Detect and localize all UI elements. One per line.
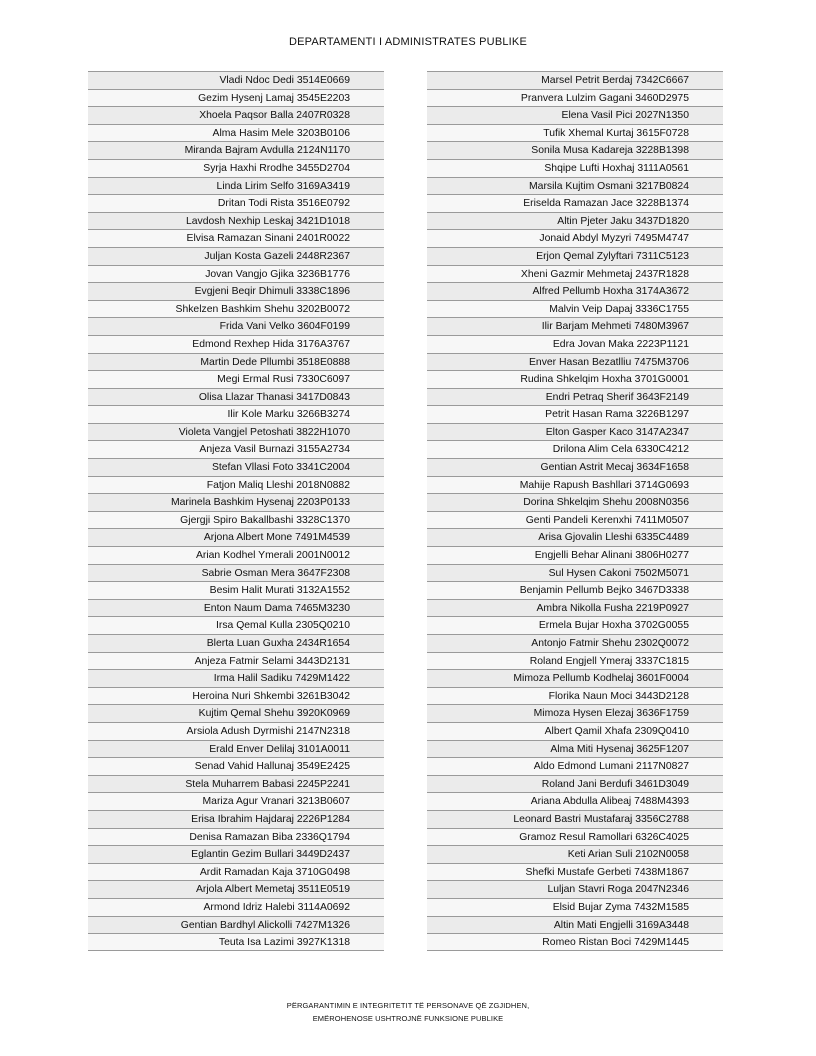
list-item: Drilona Alim Cela 6330C4212: [427, 440, 723, 458]
list-item: Enton Naum Dama 7465M3230: [88, 599, 384, 617]
list-item: Alma Miti Hysenaj 3625F1207: [427, 740, 723, 758]
list-item: Teuta Isa Lazimi 3927K1318: [88, 933, 384, 951]
list-item: Florika Naun Moci 3443D2128: [427, 687, 723, 705]
list-item: Edra Jovan Maka 2223P1121: [427, 335, 723, 353]
list-item: Enver Hasan Bezatlliu 7475M3706: [427, 353, 723, 371]
list-item: Elsid Bujar Zyma 7432M1585: [427, 898, 723, 916]
list-item: Frida Vani Velko 3604F0199: [88, 317, 384, 335]
list-item: Stela Muharrem Babasi 2245P2241: [88, 775, 384, 793]
list-item: Sonila Musa Kadareja 3228B1398: [427, 141, 723, 159]
list-item: Luljan Stavri Roga 2047N2346: [427, 880, 723, 898]
list-item: Olisa Llazar Thanasi 3417D0843: [88, 388, 384, 406]
list-item: Besim Halit Murati 3132A1552: [88, 581, 384, 599]
list-item: Antonjo Fatmir Shehu 2302Q0072: [427, 634, 723, 652]
list-item: Eglantin Gezim Bullari 3449D2437: [88, 845, 384, 863]
list-item: Ermela Bujar Hoxha 3702G0055: [427, 616, 723, 634]
list-item: Ambra Nikolla Fusha 2219P0927: [427, 599, 723, 617]
list-item: Vladi Ndoc Dedi 3514E0669: [88, 71, 384, 89]
list-item: Marsila Kujtim Osmani 3217B0824: [427, 177, 723, 195]
list-item: Roland Engjell Ymeraj 3337C1815: [427, 652, 723, 670]
list-item: Mimoza Pellumb Kodhelaj 3601F0004: [427, 669, 723, 687]
list-item: Irsa Qemal Kulla 2305Q0210: [88, 616, 384, 634]
list-item: Rudina Shkelqim Hoxha 3701G0001: [427, 370, 723, 388]
list-item: Erisa Ibrahim Hajdaraj 2226P1284: [88, 810, 384, 828]
list-item: Elvisa Ramazan Sinani 2401R0022: [88, 229, 384, 247]
footer-line-1: PËRGARANTIMIN E INTEGRITETIT TË PERSONAVE QË ZGJIDHEN,: [286, 1001, 530, 1010]
list-item: Roland Jani Berdufi 3461D3049: [427, 775, 723, 793]
list-item: Ilir Barjam Mehmeti 7480M3967: [427, 317, 723, 335]
list-item: Anjeza Fatmir Selami 3443D2131: [88, 652, 384, 670]
list-item: Albert Qamil Xhafa 2309Q0410: [427, 722, 723, 740]
list-item: Fatjon Maliq Lleshi 2018N0882: [88, 476, 384, 494]
list-item: Arjona Albert Mone 7491M4539: [88, 528, 384, 546]
right-name-list: [427, 71, 723, 951]
list-item: Jovan Vangjo Gjika 3236B1776: [88, 265, 384, 283]
list-item: Gentian Bardhyl Alickolli 7427M1326: [88, 916, 384, 934]
list-item: Gramoz Resul Ramollari 6326C4025: [427, 828, 723, 846]
list-item: Arsiola Adush Dyrmishi 2147N2318: [88, 722, 384, 740]
list-item: Megi Ermal Rusi 7330C6097: [88, 370, 384, 388]
list-item: Kujtim Qemal Shehu 3920K0969: [88, 704, 384, 722]
list-item: Ilir Kole Marku 3266B3274: [88, 405, 384, 423]
list-item: Jonaid Abdyl Myzyri 7495M4747: [427, 229, 723, 247]
list-item: Elton Gasper Kaco 3147A2347: [427, 423, 723, 441]
list-item: Syrja Haxhi Rrodhe 3455D2704: [88, 159, 384, 177]
list-item: Tufik Xhemal Kurtaj 3615F0728: [427, 124, 723, 142]
list-item: Shkelzen Bashkim Shehu 3202B0072: [88, 300, 384, 318]
list-item: Gjergji Spiro Bakallbashi 3328C1370: [88, 511, 384, 529]
list-item: Altin Mati Engjelli 3169A3448: [427, 916, 723, 934]
list-item: Mariza Agur Vranari 3213B0607: [88, 792, 384, 810]
list-item: Evgjeni Beqir Dhimuli 3338C1896: [88, 282, 384, 300]
list-item: Xhoela Paqsor Balla 2407R0328: [88, 106, 384, 124]
list-item: Arian Kodhel Ymerali 2001N0012: [88, 546, 384, 564]
list-item: Martin Dede Pllumbi 3518E0888: [88, 353, 384, 371]
list-item: Edmond Rexhep Hida 3176A3767: [88, 335, 384, 353]
list-item: Alfred Pellumb Hoxha 3174A3672: [427, 282, 723, 300]
list-item: Erjon Qemal Zylyftari 7311C5123: [427, 247, 723, 265]
list-item: Aldo Edmond Lumani 2117N0827: [427, 757, 723, 775]
list-item: Pranvera Lulzim Gagani 3460D2975: [427, 89, 723, 107]
list-item: Stefan Vllasi Foto 3341C2004: [88, 458, 384, 476]
list-item: Senad Vahid Hallunaj 3549E2425: [88, 757, 384, 775]
list-item: Blerta Luan Guxha 2434R1654: [88, 634, 384, 652]
list-item: Dritan Todi Rista 3516E0792: [88, 194, 384, 212]
list-item: Petrit Hasan Rama 3226B1297: [427, 405, 723, 423]
list-item: Elena Vasil Pici 2027N1350: [427, 106, 723, 124]
list-item: Linda Lirim Selfo 3169A3419: [88, 177, 384, 195]
list-item: Juljan Kosta Gazeli 2448R2367: [88, 247, 384, 265]
list-item: Ardit Ramadan Kaja 3710G0498: [88, 863, 384, 881]
list-item: Arisa Gjovalin Lleshi 6335C4489: [427, 528, 723, 546]
list-item: Sabrie Osman Mera 3647F2308: [88, 564, 384, 582]
list-item: Violeta Vangjel Petoshati 3822H1070: [88, 423, 384, 441]
list-item: Endri Petraq Sherif 3643F2149: [427, 388, 723, 406]
list-item: Gentian Astrit Mecaj 3634F1658: [427, 458, 723, 476]
list-item: Ariana Abdulla Alibeaj 7488M4393: [427, 792, 723, 810]
list-item: Eriselda Ramazan Jace 3228B1374: [427, 194, 723, 212]
list-item: Alma Hasim Mele 3203B0106: [88, 124, 384, 142]
list-item: Romeo Ristan Boci 7429M1445: [427, 933, 723, 951]
list-item: Mahije Rapush Bashllari 3714G0693: [427, 476, 723, 494]
list-item: Shefki Mustafe Gerbeti 7438M1867: [427, 863, 723, 881]
list-item: Altin Pjeter Jaku 3437D1820: [427, 212, 723, 230]
list-item: Engjelli Behar Alinani 3806H0277: [427, 546, 723, 564]
footer-line-2: EMËROHENOSE USHTROJNË FUNKSIONE PUBLIKE: [312, 1014, 504, 1023]
list-item: Shqipe Lufti Hoxhaj 3111A0561: [427, 159, 723, 177]
list-item: Mimoza Hysen Elezaj 3636F1759: [427, 704, 723, 722]
list-item: Miranda Bajram Avdulla 2124N1170: [88, 141, 384, 159]
page-title: DEPARTAMENTI I ADMINISTRATES PUBLIKE: [288, 36, 528, 48]
list-item: Dorina Shkelqim Shehu 2008N0356: [427, 493, 723, 511]
left-name-list: [88, 71, 384, 951]
list-item: Sul Hysen Cakoni 7502M5071: [427, 564, 723, 582]
list-item: Armond Idriz Halebi 3114A0692: [88, 898, 384, 916]
list-item: Marsel Petrit Berdaj 7342C6667: [427, 71, 723, 89]
list-item: Erald Enver Delilaj 3101A0011: [88, 740, 384, 758]
list-item: Malvin Veip Dapaj 3336C1755: [427, 300, 723, 318]
list-item: Irma Halil Sadiku 7429M1422: [88, 669, 384, 687]
list-item: Denisa Ramazan Biba 2336Q1794: [88, 828, 384, 846]
list-item: Leonard Bastri Mustafaraj 3356C2788: [427, 810, 723, 828]
list-item: Lavdosh Nexhip Leskaj 3421D1018: [88, 212, 384, 230]
list-item: Keti Arian Suli 2102N0058: [427, 845, 723, 863]
list-item: Heroina Nuri Shkembi 3261B3042: [88, 687, 384, 705]
list-item: Benjamin Pellumb Bejko 3467D3338: [427, 581, 723, 599]
list-item: Xheni Gazmir Mehmetaj 2437R1828: [427, 265, 723, 283]
list-item: Marinela Bashkim Hysenaj 2203P0133: [88, 493, 384, 511]
list-item: Genti Pandeli Kerenxhi 7411M0507: [427, 511, 723, 529]
list-item: Arjola Albert Memetaj 3511E0519: [88, 880, 384, 898]
footer: [0, 999, 816, 1025]
list-item: Anjeza Vasil Burnazi 3155A2734: [88, 440, 384, 458]
list-item: Gezim Hysenj Lamaj 3545E2203: [88, 89, 384, 107]
